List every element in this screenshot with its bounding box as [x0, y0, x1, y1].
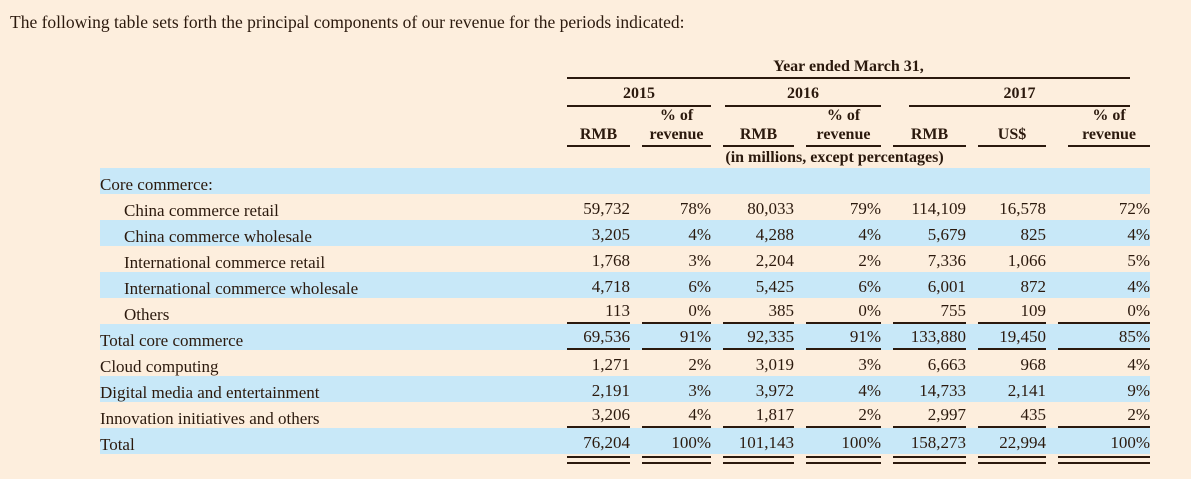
units-note: (in millions, except percentages)	[725, 149, 944, 166]
cell-value: 4,288	[755, 224, 794, 244]
cell-value: 5%	[1127, 250, 1151, 270]
header-years-row	[100, 79, 1150, 107]
cell-value: 9%	[1127, 380, 1151, 400]
cell-value: 16,578	[999, 198, 1046, 218]
cell-value: 100%	[841, 432, 881, 452]
intro-text: The following table sets forth the principal components of our revenue for the periods indicated:	[10, 12, 685, 32]
units-note-row	[100, 147, 1150, 168]
table-row	[100, 220, 1150, 246]
cell-value: 3,206	[567, 405, 630, 429]
cell-value: 91%	[642, 327, 711, 351]
year-2017-header: 2017	[909, 85, 1130, 107]
column-header: RMB	[893, 126, 966, 147]
double-rule-row	[100, 454, 1150, 467]
row-label: Others	[124, 304, 170, 324]
cell-value: 0%	[1058, 301, 1150, 325]
cell-value: 1,768	[591, 250, 630, 270]
column-header: RMB	[567, 126, 630, 147]
cell-value: 6,001	[927, 276, 966, 296]
cell-value: 4%	[642, 405, 711, 429]
table-row	[100, 272, 1150, 298]
table-row	[100, 194, 1150, 220]
row-label: Digital media and entertainment	[100, 382, 320, 402]
cell-value: 2%	[1058, 405, 1150, 429]
cell-value: 78%	[679, 198, 711, 218]
cell-value: 6%	[688, 276, 711, 296]
column-header: % of revenue	[642, 107, 711, 147]
row-label: Innovation initiatives and others	[100, 408, 320, 428]
table-row	[100, 376, 1150, 402]
cell-value: 4%	[1127, 276, 1151, 296]
row-label: International commerce wholesale	[124, 278, 359, 298]
cell-value: 825	[1020, 224, 1046, 244]
cell-value: 872	[1020, 276, 1046, 296]
cell-value: 755	[893, 301, 966, 325]
cell-value: 2,141	[1007, 380, 1046, 400]
cell-value: 91%	[806, 327, 881, 351]
table-row	[100, 402, 1150, 428]
column-header: US$	[978, 126, 1046, 147]
cell-value: 0%	[642, 301, 711, 325]
cell-value: 2%	[688, 354, 711, 374]
cell-value: 2%	[858, 250, 881, 270]
cell-value: 385	[723, 301, 794, 325]
cell-value: 4%	[858, 380, 881, 400]
table-row	[100, 298, 1150, 324]
row-label: China commerce wholesale	[124, 226, 312, 246]
cell-value: 80,033	[747, 198, 794, 218]
cell-value: 1,817	[723, 405, 794, 429]
row-label: Cloud computing	[100, 356, 219, 376]
cell-value: 4%	[858, 224, 881, 244]
cell-value: 100%	[671, 432, 711, 452]
cell-value: 5,679	[927, 224, 966, 244]
column-header: % of revenue	[1068, 107, 1150, 147]
cell-value: 3,205	[591, 224, 630, 244]
double-rule	[1058, 456, 1150, 464]
cell-value: 7,336	[927, 250, 966, 270]
table-row	[100, 324, 1150, 350]
double-rule	[806, 456, 881, 464]
table-row	[100, 246, 1150, 272]
cell-value: 2,997	[893, 405, 966, 429]
cell-value: 2%	[806, 405, 881, 429]
cell-value: 2,204	[755, 250, 794, 270]
cell-value: 100%	[1110, 432, 1151, 452]
cell-value: 4%	[1127, 354, 1151, 374]
header-period-row	[100, 53, 1150, 79]
revenue-table	[100, 53, 1150, 467]
cell-value: 5,425	[755, 276, 794, 296]
cell-value: 6,663	[927, 354, 966, 374]
cell-value: 19,450	[978, 327, 1046, 351]
cell-value: 14,733	[919, 380, 966, 400]
double-rule	[978, 456, 1046, 464]
double-rule	[723, 456, 794, 464]
cell-value: 968	[1020, 354, 1046, 374]
row-label: International commerce retail	[124, 252, 326, 272]
cell-value: 6%	[858, 276, 881, 296]
period-header: Year ended March 31,	[567, 58, 1130, 79]
cell-value: 113	[567, 301, 630, 325]
row-label: Total core commerce	[100, 330, 244, 350]
column-header: RMB	[723, 126, 794, 147]
cell-value: 4%	[688, 224, 711, 244]
cell-value: 72%	[1118, 198, 1151, 218]
cell-value: 3%	[858, 354, 881, 374]
cell-value: 69,536	[567, 327, 630, 351]
table-row	[100, 350, 1150, 376]
cell-value: 3%	[688, 380, 711, 400]
table-row	[100, 168, 1150, 194]
cell-value: 92,335	[723, 327, 794, 351]
cell-value: 3,019	[755, 354, 794, 374]
cell-value: 1,066	[1007, 250, 1046, 270]
cell-value: 76,204	[583, 432, 630, 452]
double-rule	[642, 456, 711, 464]
column-header: % of revenue	[806, 107, 881, 147]
row-label: Total	[100, 434, 135, 454]
cell-value: 85%	[1058, 327, 1150, 351]
cell-value: 101,143	[738, 432, 794, 452]
year-2015-header: 2015	[567, 85, 711, 107]
table-row	[100, 428, 1150, 454]
cell-value: 133,880	[893, 327, 966, 351]
cell-value: 79%	[849, 198, 881, 218]
cell-value: 4,718	[591, 276, 630, 296]
double-rule	[893, 456, 966, 464]
header-columns-row	[100, 107, 1150, 147]
cell-value: 22,994	[999, 432, 1046, 452]
cell-value: 59,732	[583, 198, 630, 218]
cell-value: 4%	[1127, 224, 1151, 244]
cell-value: 109	[978, 301, 1046, 325]
year-2016-header: 2016	[725, 85, 881, 107]
cell-value: 158,273	[910, 432, 966, 452]
cell-value: 1,271	[591, 354, 630, 374]
row-label: Core commerce:	[100, 174, 213, 194]
cell-value: 114,109	[911, 198, 966, 218]
double-rule	[567, 456, 630, 464]
cell-value: 0%	[806, 301, 881, 325]
cell-value: 435	[978, 405, 1046, 429]
cell-value: 3,972	[755, 380, 794, 400]
cell-value: 3%	[688, 250, 711, 270]
cell-value: 2,191	[591, 380, 630, 400]
row-label: China commerce retail	[124, 200, 279, 220]
